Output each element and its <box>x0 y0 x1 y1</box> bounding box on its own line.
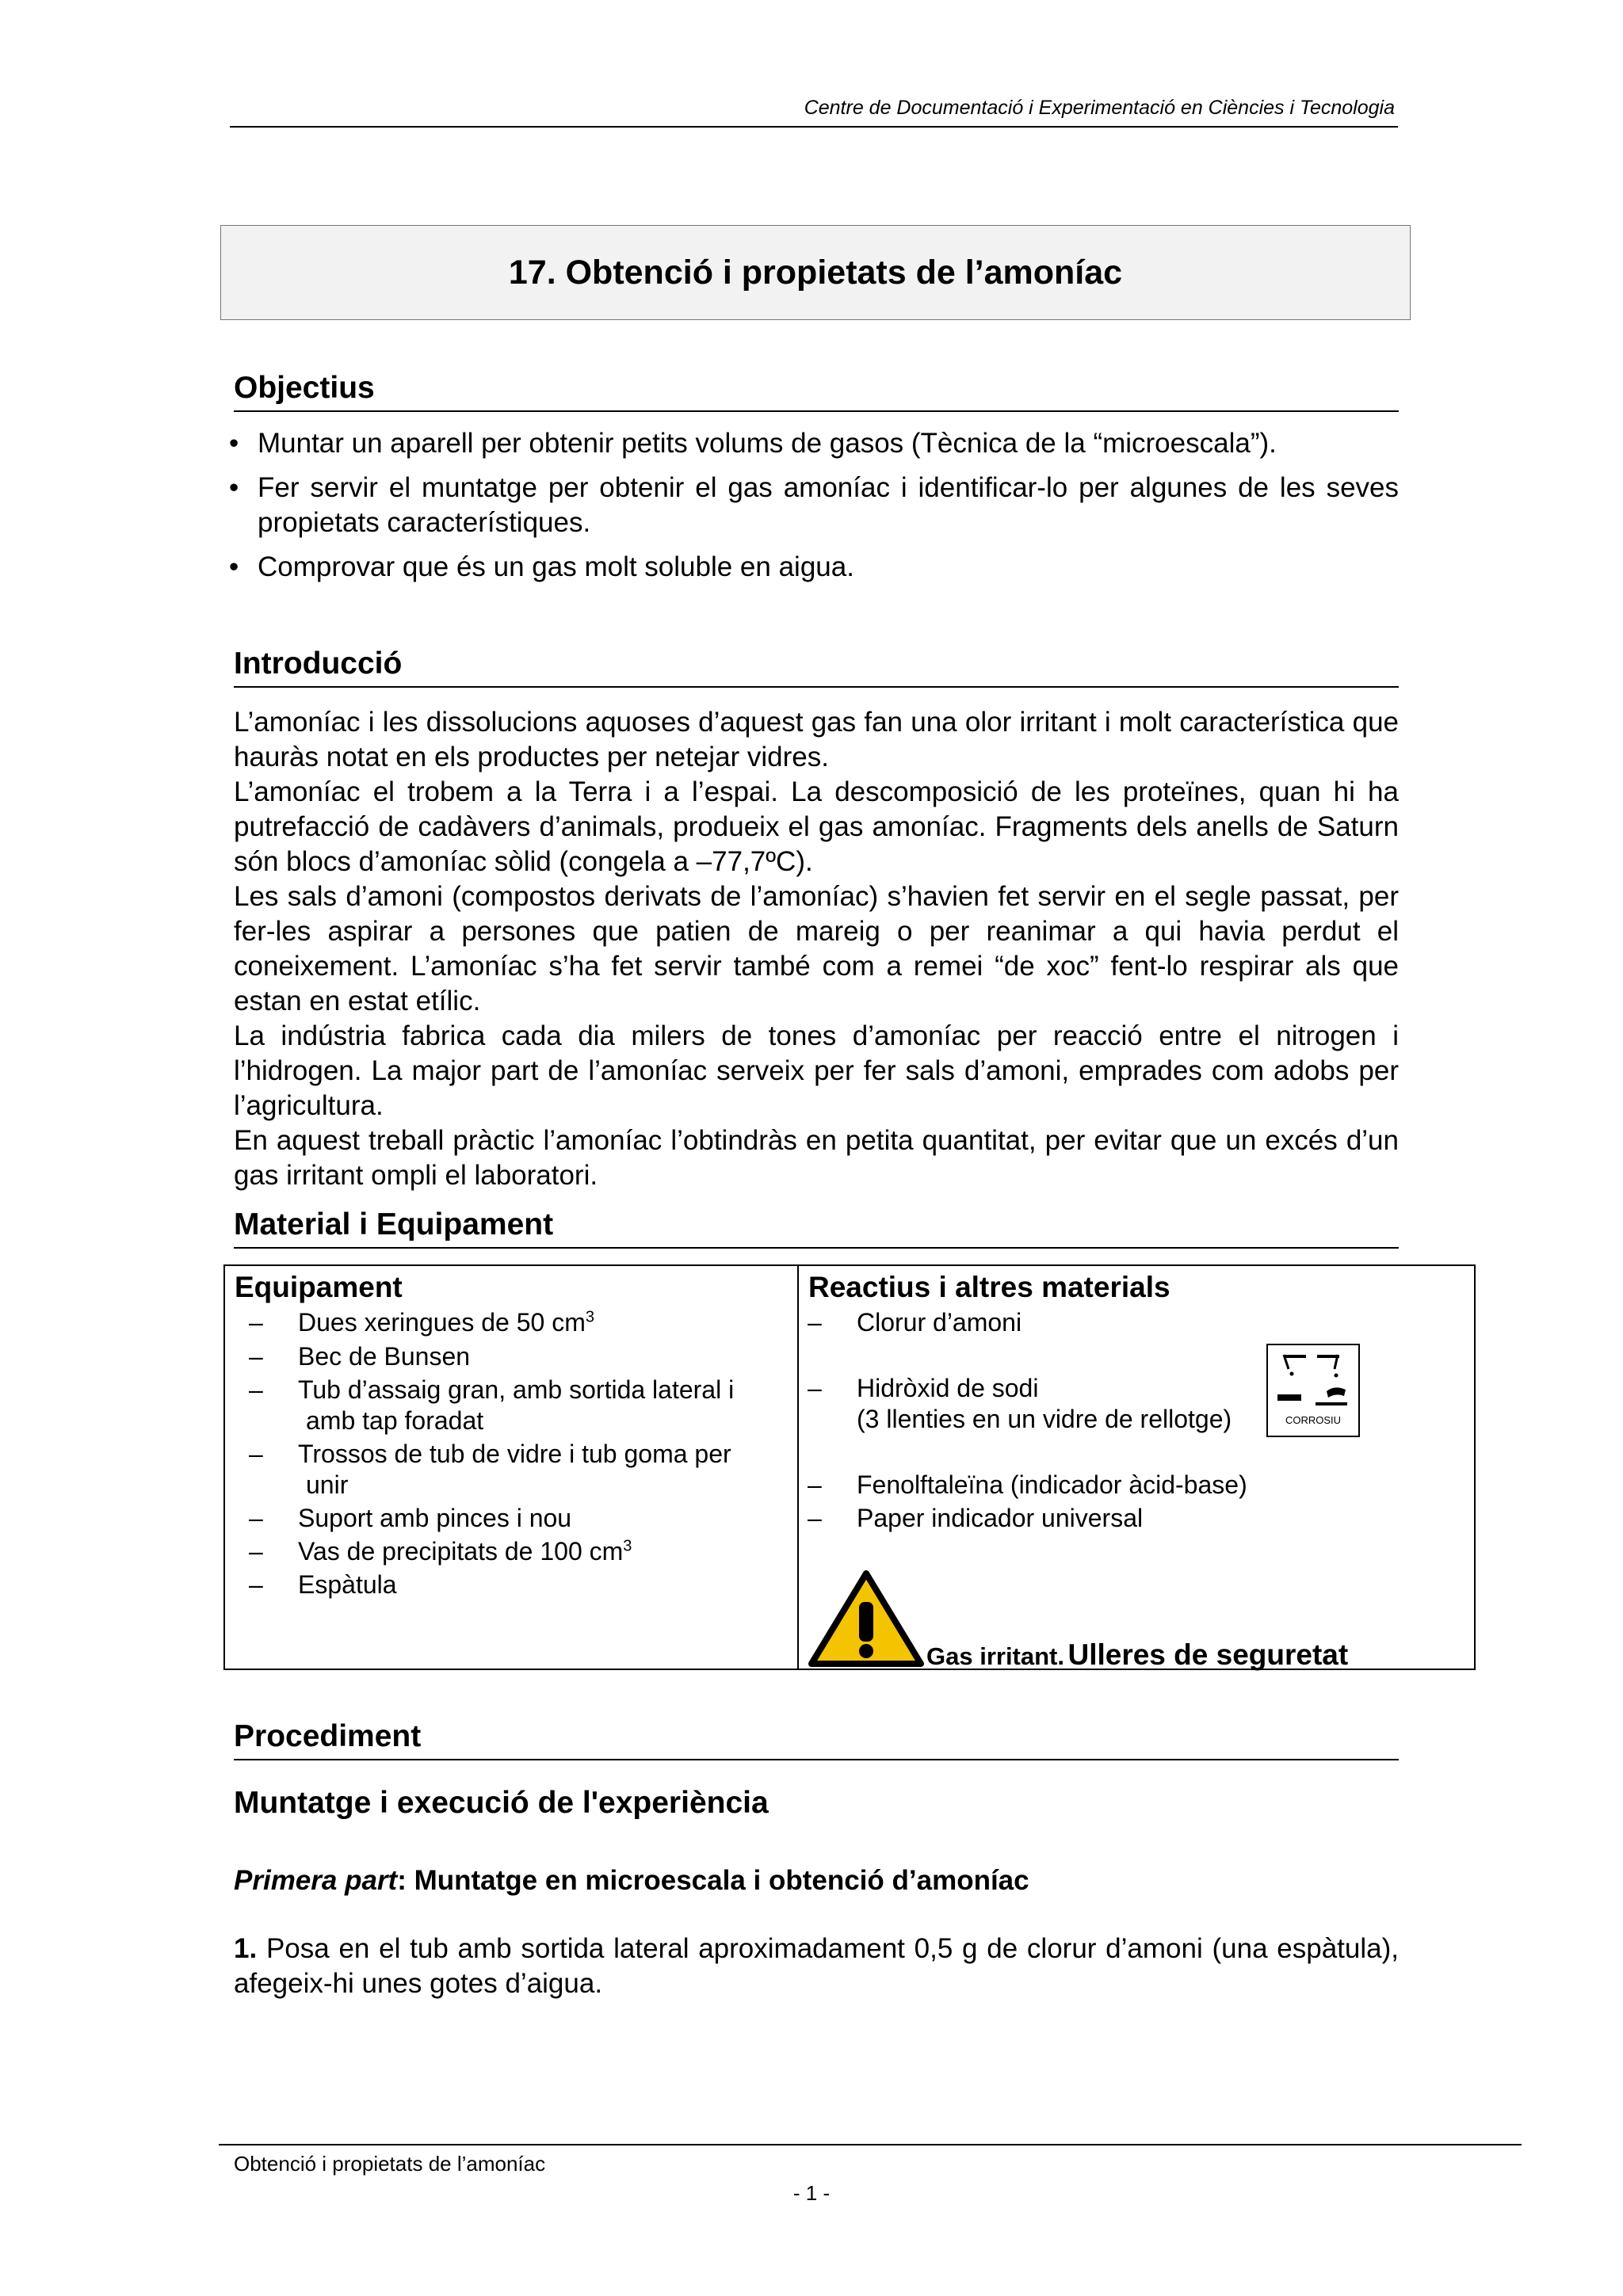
step-1 <box>234 1932 1399 2001</box>
corrosive-pictogram <box>1268 1345 1358 1417</box>
header-rule <box>230 126 1398 128</box>
list-item <box>226 550 1399 585</box>
warning-exclamation-dot <box>859 1644 873 1658</box>
part-heading <box>234 1865 1029 1897</box>
warning-exclamation-icon <box>807 1569 926 1669</box>
dash-icon: – <box>249 1504 263 1532</box>
list-item-text: Espàtula <box>298 1570 397 1599</box>
page-number: - 1 - <box>792 2181 831 2205</box>
list-item-text <box>298 1536 632 1567</box>
procediment-subheading: Muntatge i execució de l'experiència <box>234 1786 769 1820</box>
list-item-text: Comprovar que és un gas molt soluble en aigua. <box>258 551 854 582</box>
introduccio-rule <box>234 686 1399 688</box>
part-title: : Muntatge en microescala i obtenció d’amoníac <box>397 1865 1029 1896</box>
dash-icon: – <box>808 1308 822 1337</box>
material-rule <box>234 1247 1399 1249</box>
list-item-text: Clorur d’amoni <box>857 1308 1022 1337</box>
procediment-rule <box>234 1759 1399 1760</box>
bullet-icon: • <box>229 472 239 503</box>
page-title: 17. Obtenció i propietats de l’amoníac <box>220 225 1411 320</box>
reactius-heading: Reactius i altres materials <box>808 1271 1170 1303</box>
step-number: 1. <box>234 1933 258 1964</box>
dash-icon: – <box>249 1342 263 1371</box>
list-item-text: Tub d’assaig gran, amb sortida lateral i <box>298 1375 735 1404</box>
bullet-icon: • <box>229 551 239 582</box>
dash-icon: – <box>249 1440 263 1468</box>
equipament-heading: Equipament <box>235 1271 403 1303</box>
item-text: Vas de precipitats de 100 cm <box>298 1537 624 1566</box>
dash-icon: – <box>249 1375 263 1404</box>
goggles-label: Ulleres de seguretat <box>1067 1638 1349 1671</box>
list-item-continuation: unir <box>306 1470 349 1499</box>
item-text: Dues xeringues de 50 cm <box>298 1308 586 1337</box>
list-item-text <box>298 1307 594 1338</box>
dash-icon: – <box>249 1308 263 1337</box>
objectius-list <box>226 426 1399 594</box>
dash-icon: – <box>808 1504 822 1532</box>
gas-irritant-label: Gas irritant <box>926 1642 1058 1670</box>
superscript: 3 <box>623 1537 632 1555</box>
list-item-text: Hidròxid de sodi <box>857 1374 1039 1402</box>
dash-icon: – <box>808 1470 822 1499</box>
corrosive-hazard-icon <box>1266 1344 1360 1437</box>
list-item <box>226 471 1399 540</box>
table-divider <box>797 1266 799 1669</box>
safety-warning <box>926 1638 1348 1672</box>
list-item-text: Muntar un aparell per obtenir petits volums de gasos (Tècnica de la “microescala”). <box>258 428 1277 459</box>
paragraph: L’amoníac el trobem a la Terra i a l’espai. La descomposició de les proteïnes, quan hi ha putrefacció de cadàvers d’animals, produeix el gas amoníac. Fragments dels anells de Saturn són blocs d’amoníac sòlid (congela a –77,7ºC). <box>234 776 1399 877</box>
warning-period: . <box>1057 1642 1065 1670</box>
paragraph: Les sals d’amoni (compostos derivats de l’amoníac) s’havien fet servir en el segle passat, per fer-les aspirar a persones que patien de mareig o per reanimar a qui havia perdut el coneixement. L’amoníac s’ha fet servir també com a remei “de xoc” fent-lo respirar als que estan en estat etílic. <box>234 881 1399 1016</box>
list-item-continuation: (3 llenties en un vidre de rellotge) <box>857 1405 1232 1433</box>
introduccio-text <box>234 705 1399 1193</box>
footer-rule <box>219 2144 1522 2145</box>
footer-title: Obtenció i propietats de l’amoníac <box>234 2152 546 2176</box>
material-table <box>223 1264 1476 1670</box>
warning-exclamation-bar <box>859 1602 873 1642</box>
objectius-heading: Objectius <box>234 371 375 405</box>
step-text: Posa en el tub amb sortida lateral aproximadament 0,5 g de clorur d’amoni (una espàtula), afegeix-hi unes gotes d’aigua. <box>234 1933 1399 1999</box>
list-item <box>226 426 1399 461</box>
list-item-text: Trossos de tub de vidre i tub goma per <box>298 1440 731 1468</box>
dash-icon: – <box>249 1570 263 1599</box>
procediment-heading: Procediment <box>234 1719 422 1753</box>
dash-icon: – <box>249 1537 263 1566</box>
paragraph: L’amoníac i les dissolucions aquoses d’aquest gas fan una olor irritant i molt característica que hauràs notat en els productes per netejar vidres. <box>234 707 1399 772</box>
running-header: Centre de Documentació i Experimentació en Ciències i Tecnologia <box>804 97 1395 119</box>
list-item-text: Fer servir el muntatge per obtenir el gas amoníac i identificar-lo per algunes de les seves propietats característiques. <box>258 472 1399 538</box>
list-item-text: Fenolftaleïna (indicador àcid-base) <box>857 1470 1247 1499</box>
part-label: Primera part <box>234 1865 398 1896</box>
paragraph: En aquest treball pràctic l’amoníac l’obtindràs en petita quantitat, per evitar que un excés d’un gas irritant ompli el laboratori. <box>234 1125 1399 1191</box>
bullet-icon: • <box>229 428 239 459</box>
paragraph: La indústria fabrica cada dia milers de tones d’amoníac per reacció entre el nitrogen i l’hidrogen. La major part de l’amoníac serveix per fer sals d’amoni, emprades com adobs per l’agricultura. <box>234 1020 1399 1121</box>
list-item-text: Bec de Bunsen <box>298 1342 471 1371</box>
material-heading: Material i Equipament <box>234 1207 554 1241</box>
objectius-rule <box>234 410 1399 412</box>
corrosive-label: CORROSIU <box>1285 1414 1342 1426</box>
superscript: 3 <box>585 1308 594 1326</box>
introduccio-heading: Introducció <box>234 646 403 681</box>
dash-icon: – <box>808 1374 822 1402</box>
list-item-text: Paper indicador universal <box>857 1504 1144 1532</box>
list-item-continuation: amb tap foradat <box>306 1406 484 1435</box>
list-item-text: Suport amb pinces i nou <box>298 1504 572 1532</box>
